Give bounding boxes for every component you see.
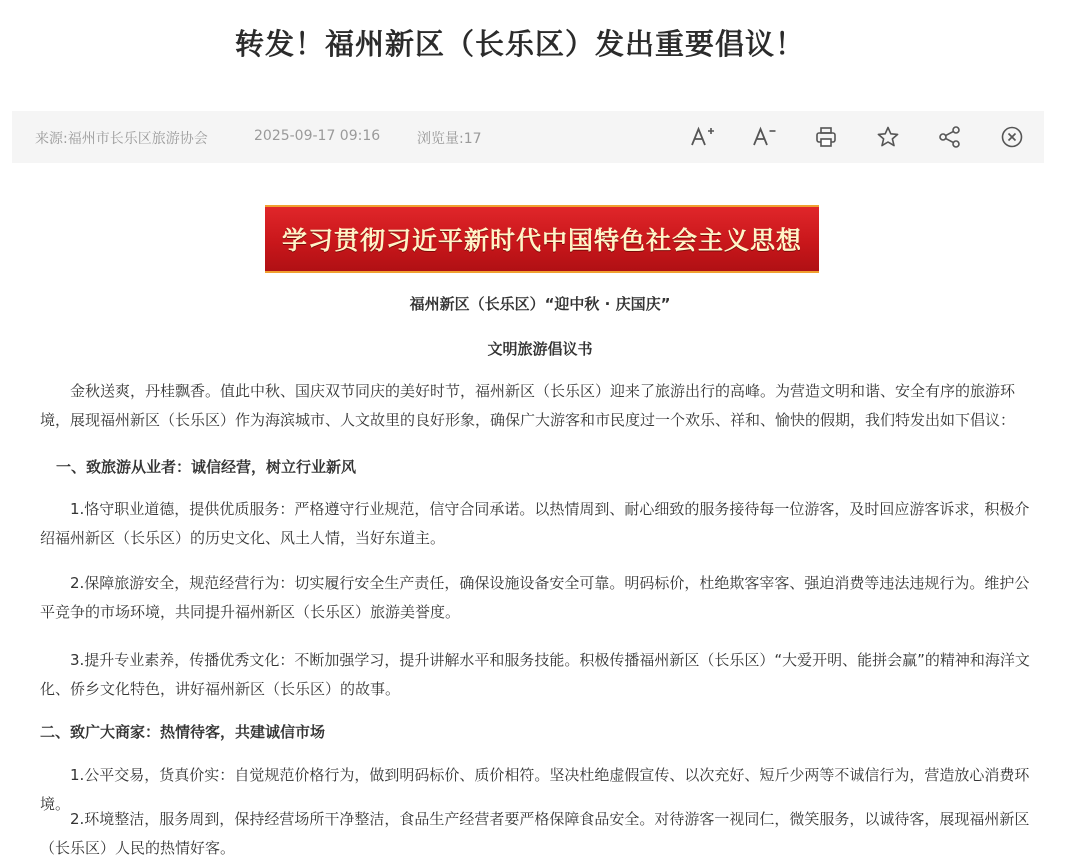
article-source: 来源:福州市长乐区旅游协会	[35, 131, 208, 147]
intro-paragraph: 金秋送爽，丹桂飘香。值此中秋、国庆双节同庆的美好时节，福州新区（长乐区）迎来了旅游出行的高峰。为营造文明和谐、安全有序的旅游环境，展现福州新区（长乐区）作为海滨城市、人文故里的良好形象，确保广大游客和市民度过一个欢乐、祥和、愉快的假期，我们特发出如下倡议：	[40, 382, 1016, 429]
star-icon	[876, 125, 900, 149]
share-button[interactable]	[934, 121, 966, 153]
doc-subtitle: 福州新区（长乐区）“迎中秋 · 庆国庆”	[409, 295, 671, 313]
article-title: 转发！福州新区（长乐区）发出重要倡议！	[234, 27, 805, 61]
favorite-button[interactable]	[872, 121, 904, 153]
s1-item2-paragraph: 2.保障旅游安全，规范经营行为：切实履行安全生产责任，确保设施设备安全可靠。明码标价，杜绝欺客宰客、强迫消费等违法违规行为。维护公平竞争的市场环境，共同提升福州新区（长乐区）旅游美誉度。	[40, 574, 1030, 621]
close-button[interactable]	[996, 121, 1028, 153]
close-icon	[1000, 125, 1024, 149]
font-decrease-button[interactable]	[748, 121, 780, 153]
article-datetime: 2025-09-17 09:16	[254, 128, 381, 144]
printer-icon	[814, 125, 838, 149]
font-decrease-icon	[751, 125, 777, 149]
s2-item1-paragraph: 1.公平交易，货真价实：自觉规范价格行为，做到明码标价、质价相符。坚决杜绝虚假宣传、以次充好、短斤少两等不诚信行为，营造放心消费环境。	[40, 766, 1030, 813]
section2-heading: 二、致广大商家：热情待客，共建诚信市场	[40, 723, 326, 741]
article-meta-bar	[12, 111, 1044, 163]
s1-item1-paragraph: 1.恪守职业道德，提供优质服务：严格遵守行业规范，信守合同承诺。以热情周到、耐心细致的服务接待每一位游客，及时回应游客诉求，积极介绍福州新区（长乐区）的历史文化、风土人情，当好东道主。	[40, 500, 1030, 547]
article-views: 浏览量:17	[417, 131, 482, 147]
doc-title: 文明旅游倡议书	[487, 340, 593, 358]
font-increase-icon	[689, 125, 715, 149]
banner-text: 学习贯彻习近平新时代中国特色社会主义思想	[281, 226, 802, 255]
s2-item2-paragraph: 2.环境整洁，服务周到，保持经营场所干净整洁，食品生产经营者要严格保障食品安全。对待游客一视同仁，微笑服务，以诚待客，展现福州新区（长乐区）人民的热情好客。	[40, 810, 1030, 857]
s1-item3-paragraph: 3.提升专业素养，传播优秀文化：不断加强学习，提升讲解水平和服务技能。积极传播福州新区（长乐区）“大爱开明、能拼会赢”的精神和海洋文化、侨乡文化特色，讲好福州新区（长乐区）的故事。	[40, 651, 1030, 698]
section1-heading: 一、致旅游从业者：诚信经营，树立行业新风	[56, 458, 357, 476]
font-increase-button[interactable]	[686, 121, 718, 153]
theme-banner	[265, 205, 819, 273]
print-button[interactable]	[810, 121, 842, 153]
share-icon	[938, 125, 962, 149]
